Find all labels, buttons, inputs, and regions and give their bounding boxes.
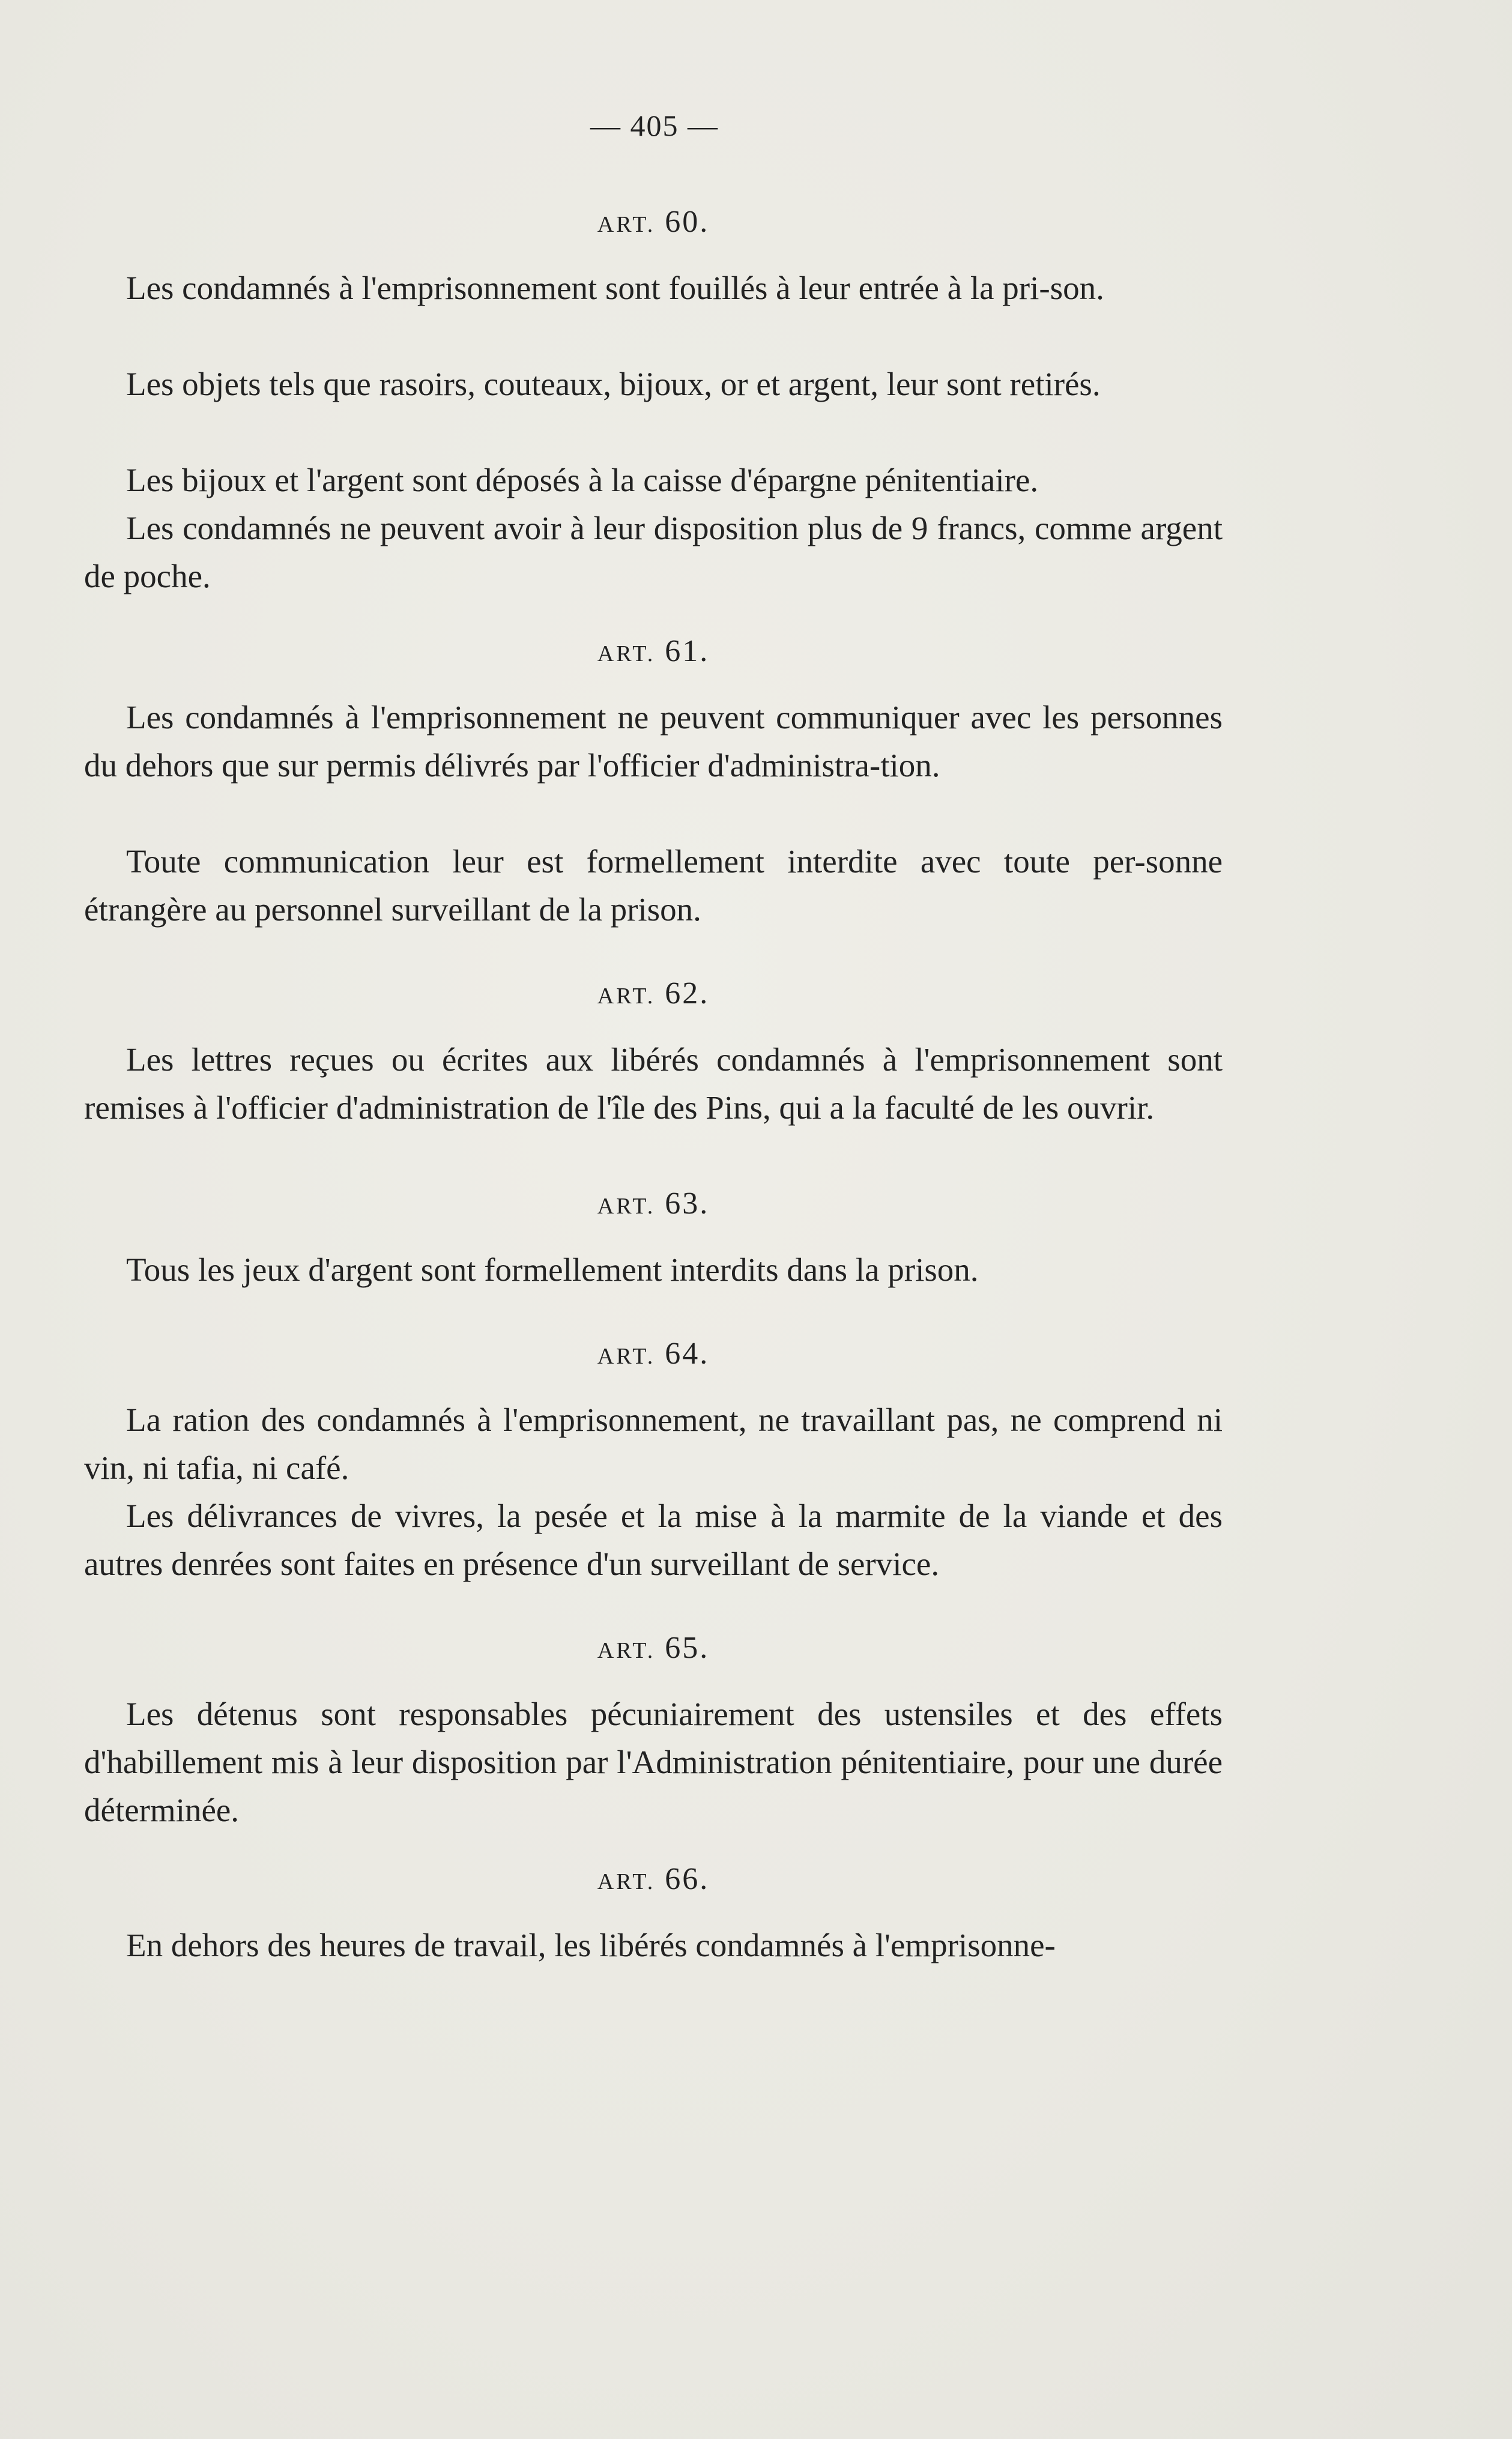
article-heading-65 <box>84 1630 1223 1666</box>
paragraph: Tous les jeux d'argent sont formellement interdits dans la prison. <box>126 1251 979 1288</box>
article-number: 64. <box>665 1337 710 1371</box>
article-number: 62. <box>665 976 710 1011</box>
article-heading-60 <box>84 204 1223 240</box>
article-number: 65. <box>665 1631 710 1665</box>
article-label: ART. <box>597 1344 656 1369</box>
article-number: 66. <box>665 1862 710 1896</box>
paragraph: Les condamnés à l'emprisonnement ne peuvent communiquer avec les personnes du dehors que sur permis délivrés par l'officier d'administra-tion. <box>84 699 1223 784</box>
paragraph: En dehors des heures de travail, les libérés condamnés à l'emprisonne- <box>126 1927 1056 1963</box>
paragraph: Les délivrances de vivres, la pesée et la mise à la marmite de la viande et des autres denrées sont faites en présence d'un surveillant de service. <box>84 1498 1223 1582</box>
page-number: — 405 — <box>590 109 719 142</box>
article-label: ART. <box>597 1194 656 1219</box>
article-heading-62 <box>84 976 1223 1011</box>
article-heading-63 <box>84 1186 1223 1221</box>
paragraph: Les bijoux et l'argent sont déposés à la caisse d'épargne pénitentiaire. <box>126 462 1039 498</box>
paragraph: Les condamnés ne peuvent avoir à leur disposition plus de 9 francs, comme argent de poche. <box>84 510 1223 594</box>
article-label: ART. <box>597 212 656 237</box>
paragraph: La ration des condamnés à l'emprisonnement, ne travaillant pas, ne comprend ni vin, ni tafia, ni café. <box>84 1401 1223 1486</box>
article-label: ART. <box>597 641 656 666</box>
article-number: 60. <box>665 205 710 239</box>
paragraph: Les lettres reçues ou écrites aux libérés condamnés à l'emprisonnement sont remises à l'officier d'administration de l'île des Pins, qui a la faculté de les ouvrir. <box>84 1041 1223 1126</box>
article-number: 61. <box>665 634 710 668</box>
paragraph: Les objets tels que rasoirs, couteaux, bijoux, or et argent, leur sont retirés. <box>126 366 1101 402</box>
article-label: ART. <box>597 1869 656 1894</box>
article-number: 63. <box>665 1186 710 1221</box>
paragraph: Les condamnés à l'emprisonnement sont fouillés à leur entrée à la pri-son. <box>126 270 1104 306</box>
article-heading-61 <box>84 633 1223 669</box>
paragraph: Les détenus sont responsables pécuniairement des ustensiles et des effets d'habillement mis à leur disposition par l'Administration pénitentiaire, pour une durée déterminée. <box>84 1696 1223 1828</box>
article-label: ART. <box>597 984 656 1009</box>
article-heading-66 <box>84 1861 1223 1897</box>
paragraph: Toute communication leur est formellement interdite avec toute per-sonne étrangère au personnel surveillant de la prison. <box>84 843 1223 928</box>
article-heading-64 <box>84 1336 1223 1371</box>
article-label: ART. <box>597 1638 656 1663</box>
